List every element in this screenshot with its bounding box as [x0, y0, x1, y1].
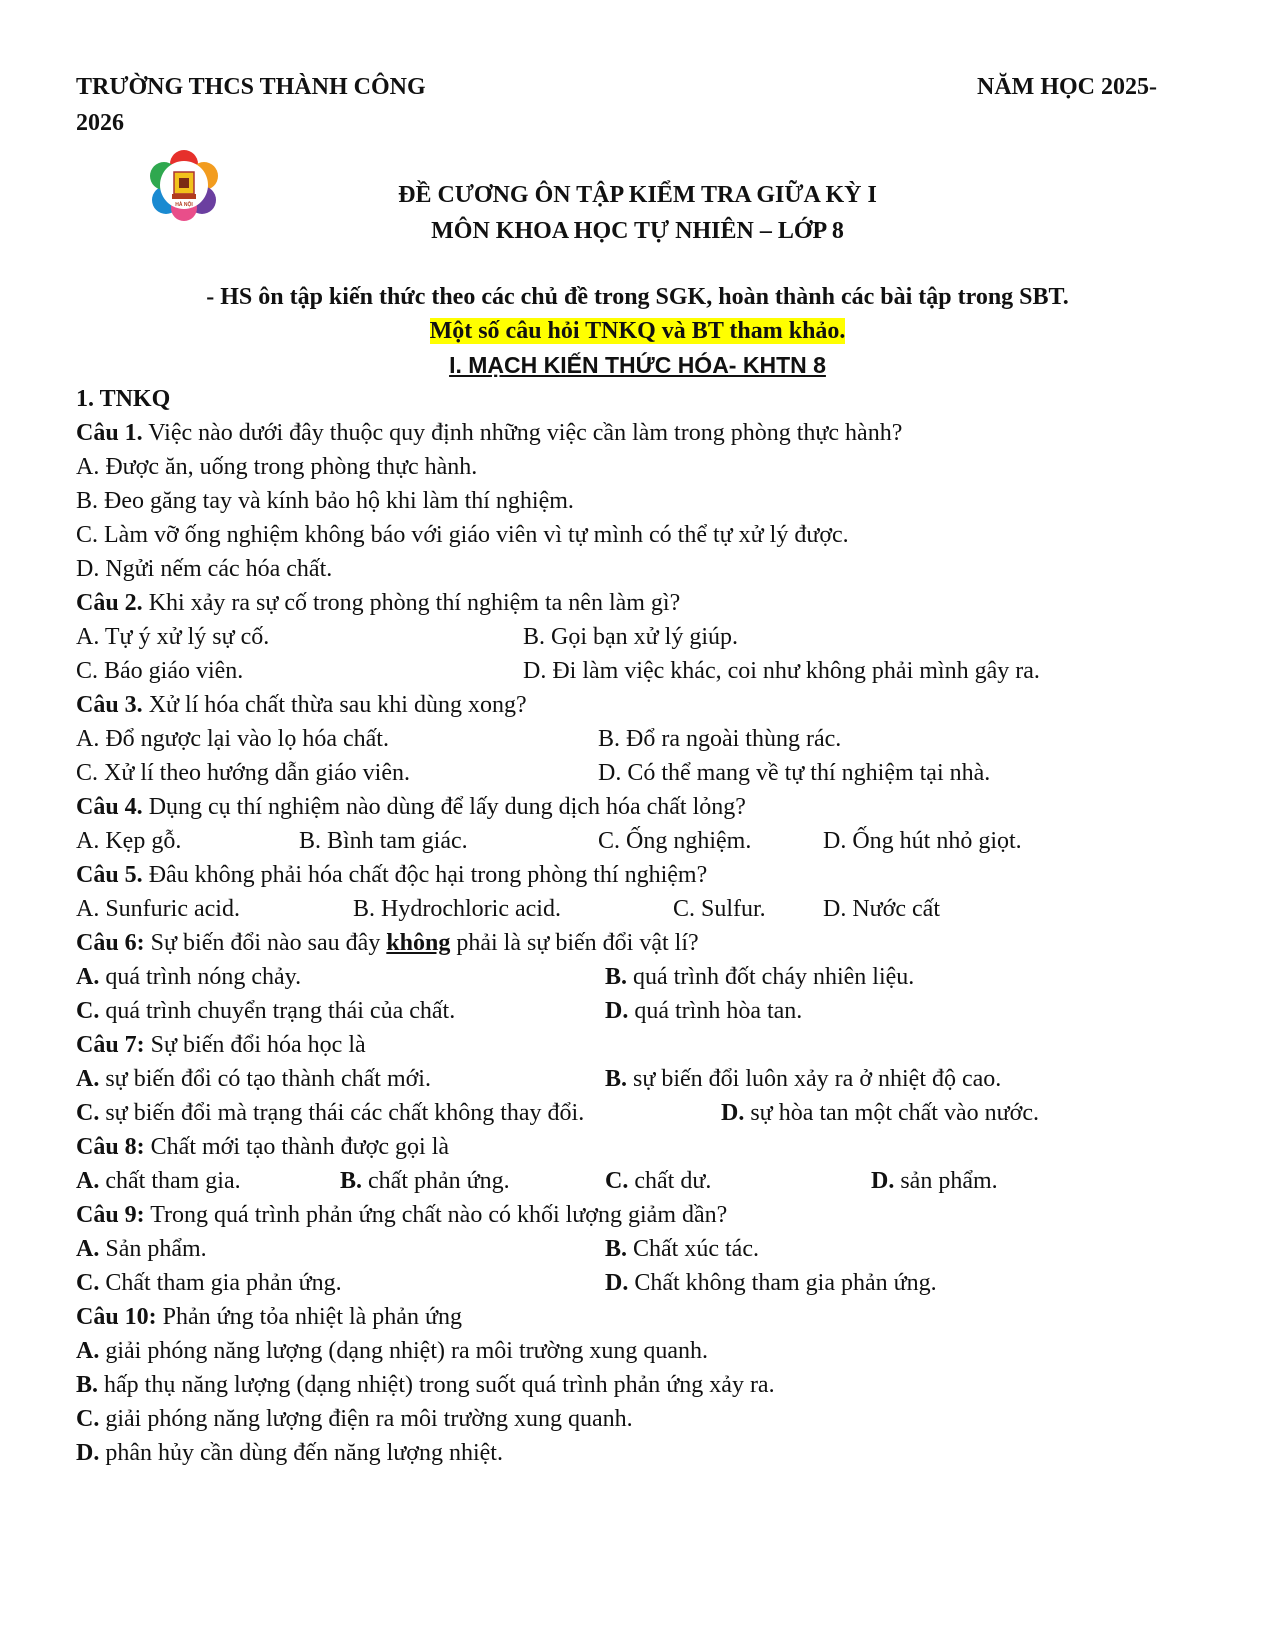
answer-option: B. sự biến đổi luôn xảy ra ở nhiệt độ cao. — [605, 1066, 1002, 1092]
answer-option: A. Được ăn, uống trong phòng thực hành. — [76, 454, 478, 480]
answer-option: A. Tự ý xử lý sự cố. — [76, 624, 270, 650]
question-label: Câu 2. — [76, 590, 143, 616]
answer-option: A. giải phóng năng lượng (dạng nhiệt) ra môi trường xung quanh. — [76, 1338, 708, 1364]
answer-option: C. Làm vỡ ống nghiệm không báo với giáo viên vì tự mình có thể tự xử lý được. — [76, 522, 849, 548]
answer-option: B. hấp thụ năng lượng (dạng nhiệt) trong suốt quá trình phản ứng xảy ra. — [76, 1372, 775, 1398]
highlight-note: Một số câu hỏi TNKQ và BT tham khảo. — [429, 318, 846, 344]
answer-option: A. quá trình nóng chảy. — [76, 964, 302, 990]
answer-option: C. Xử lí theo hướng dẫn giáo viên. — [76, 760, 410, 786]
section-heading: I. MẠCH KIẾN THỨC HÓA- KHTN 8 — [449, 352, 826, 378]
question-emphasis: không — [386, 930, 451, 956]
document-title: ĐỀ CƯƠNG ÔN TẬP KIỂM TRA GIỮA KỲ I — [398, 182, 877, 208]
question-text: Phản ứng tỏa nhiệt là phản ứng — [156, 1304, 462, 1330]
answer-option: A. chất tham gia. — [76, 1168, 241, 1194]
answer-option: C. Sulfur. — [673, 896, 766, 922]
answer-option: D. Ống hút nhỏ giọt. — [823, 828, 1022, 854]
answer-option: D. Nước cất — [823, 896, 940, 922]
question-2 — [76, 590, 680, 617]
answer-option: C. Ống nghiệm. — [598, 828, 752, 854]
question-10 — [76, 1304, 462, 1331]
answer-option: B. Đeo găng tay và kính bảo hộ khi làm thí nghiệm. — [76, 488, 574, 514]
question-text: Khi xảy ra sự cố trong phòng thí nghiệm ta nên làm gì? — [142, 590, 681, 616]
question-9 — [76, 1202, 727, 1229]
answer-option: C. sự biến đổi mà trạng thái các chất không thay đổi. — [76, 1100, 585, 1126]
school-year-continued: 2026 — [76, 110, 124, 136]
question-label: Câu 8: — [76, 1134, 145, 1160]
answer-option: C. giải phóng năng lượng điện ra môi trường xung quanh. — [76, 1406, 633, 1432]
answer-option: A. sự biến đổi có tạo thành chất mới. — [76, 1066, 431, 1092]
section-heading-wrap — [0, 352, 1275, 379]
answer-option: D. Đi làm việc khác, coi như không phải mình gây ra. — [523, 658, 1040, 684]
answer-option: D. sản phẩm. — [871, 1168, 998, 1194]
question-text: Chất mới tạo thành được gọi là — [144, 1134, 450, 1160]
subsection-heading: 1. TNKQ — [76, 386, 171, 412]
school-name: TRƯỜNG THCS THÀNH CÔNG — [76, 74, 426, 100]
question-text: Sự biến đổi hóa học là — [144, 1032, 366, 1058]
question-label: Câu 6: — [76, 930, 145, 956]
question-label: Câu 7: — [76, 1032, 145, 1058]
answer-option: B. Bình tam giác. — [299, 828, 468, 854]
answer-option: B. Chất xúc tác. — [605, 1236, 759, 1262]
answer-option: D. quá trình hòa tan. — [605, 998, 803, 1024]
answer-option: D. Chất không tham gia phản ứng. — [605, 1270, 937, 1296]
answer-option: B. Gọi bạn xử lý giúp. — [523, 624, 739, 650]
question-label: Câu 10: — [76, 1304, 157, 1330]
school-year: NĂM HỌC 2025- — [977, 74, 1157, 100]
question-1 — [76, 420, 902, 447]
answer-option: C. Báo giáo viên. — [76, 658, 244, 684]
answer-option: B. Hydrochloric acid. — [353, 896, 561, 922]
instruction-text: - HS ôn tập kiến thức theo các chủ đề trong SGK, hoàn thành các bài tập trong SBT. — [206, 284, 1069, 310]
document-subtitle: MÔN KHOA HỌC TỰ NHIÊN – LỚP 8 — [431, 218, 844, 244]
question-label: Câu 9: — [76, 1202, 145, 1228]
answer-option: A. Đổ ngược lại vào lọ hóa chất. — [76, 726, 389, 752]
answer-option: C. chất dư. — [605, 1168, 712, 1194]
answer-option: D. Ngửi nếm các hóa chất. — [76, 556, 333, 582]
answer-option: A. Sản phẩm. — [76, 1236, 207, 1262]
question-text: Đâu không phải hóa chất độc hại trong phòng thí nghiệm? — [142, 862, 708, 888]
question-text: Xử lí hóa chất thừa sau khi dùng xong? — [142, 692, 527, 718]
question-6 — [76, 930, 699, 957]
question-label: Câu 5. — [76, 862, 143, 888]
answer-option: D. sự hòa tan một chất vào nước. — [721, 1100, 1039, 1126]
answer-option: A. Kẹp gỗ. — [76, 828, 182, 854]
answer-option: B. Đổ ra ngoài thùng rác. — [598, 726, 842, 752]
question-7 — [76, 1032, 366, 1059]
answer-option: C. quá trình chuyển trạng thái của chất. — [76, 998, 456, 1024]
question-label: Câu 4. — [76, 794, 143, 820]
svg-text:HÀ NỘI: HÀ NỘI — [175, 202, 193, 208]
question-label: Câu 3. — [76, 692, 143, 718]
highlight-note-wrap — [0, 318, 1275, 345]
answer-option: D. phân hủy cần dùng đến năng lượng nhiệt. — [76, 1440, 503, 1466]
question-label: Câu 1. — [76, 420, 143, 446]
answer-option: B. chất phản ứng. — [340, 1168, 510, 1194]
question-3 — [76, 692, 527, 719]
question-text: Trong quá trình phản ứng chất nào có khối lượng giảm dần? — [144, 1202, 728, 1228]
question-text: Sự biến đổi nào sau đây — [144, 930, 387, 956]
answer-option: C. Chất tham gia phản ứng. — [76, 1270, 342, 1296]
question-8 — [76, 1134, 449, 1161]
question-text: phải là sự biến đổi vật lí? — [450, 930, 699, 956]
answer-option: D. Có thể mang về tự thí nghiệm tại nhà. — [598, 760, 991, 786]
question-5 — [76, 862, 707, 889]
answer-option: B. quá trình đốt cháy nhiên liệu. — [605, 964, 915, 990]
answer-option: A. Sunfuric acid. — [76, 896, 240, 922]
question-text: Việc nào dưới đây thuộc quy định những việc cần làm trong phòng thực hành? — [142, 420, 903, 446]
question-4 — [76, 794, 746, 821]
question-text: Dụng cụ thí nghiệm nào dùng để lấy dung dịch hóa chất lỏng? — [142, 794, 746, 820]
